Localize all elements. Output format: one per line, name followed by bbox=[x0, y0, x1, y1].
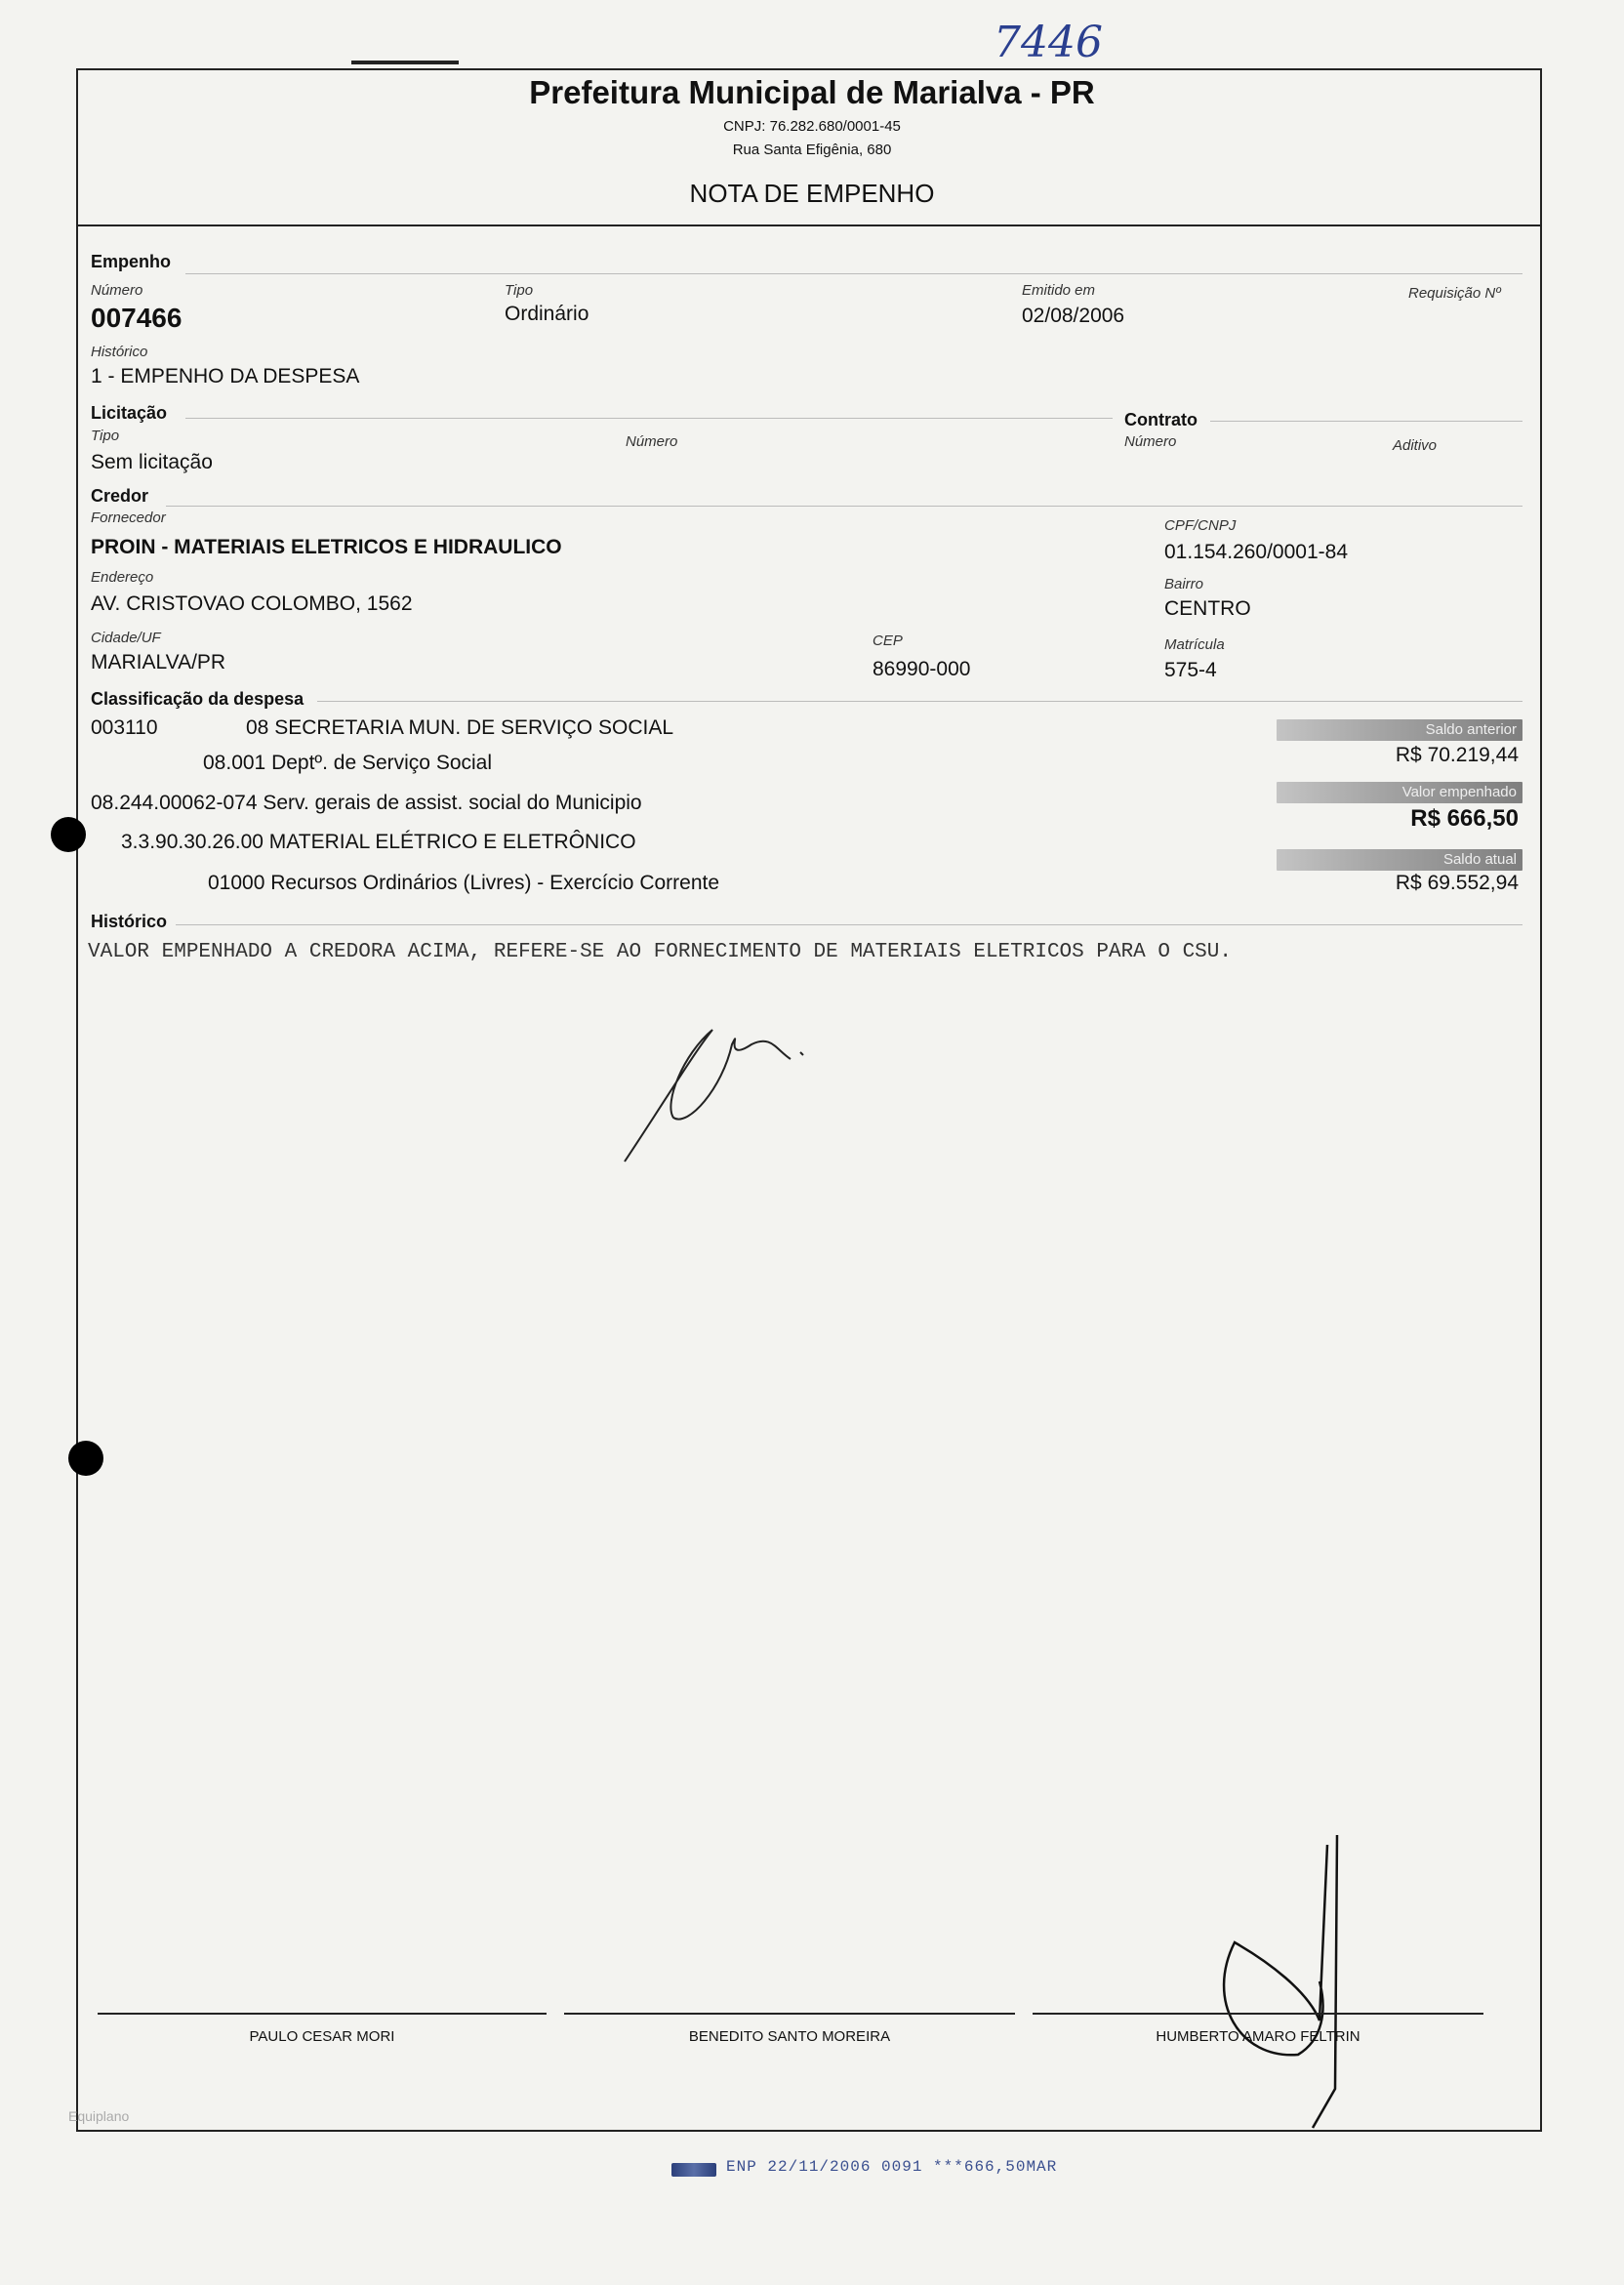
empenho-historico: 1 - EMPENHO DA DESPESA bbox=[91, 365, 360, 388]
cidade-value: MARIALVA/PR bbox=[91, 651, 226, 673]
contrato-aditivo-label: Aditivo bbox=[1393, 437, 1438, 454]
historico-text: VALOR EMPENHADO A CREDORA ACIMA, REFERE-SE AO FORNECIMENTO DE MATERIAIS ELETRICOS PARA O CSU. bbox=[88, 941, 1232, 963]
classificacao-recurso: 01000 Recursos Ordinários (Livres) - Exercício Corrente bbox=[208, 872, 720, 894]
stamp-mark bbox=[671, 2163, 716, 2177]
licitacao-tipo-label: Tipo bbox=[91, 428, 120, 444]
requisicao-label: Requisição Nº bbox=[1408, 285, 1501, 302]
classificacao-codigo: 003110 bbox=[91, 716, 158, 739]
software-footer: Equiplano bbox=[68, 2108, 130, 2124]
signatory-2: BENEDITO SANTO MOREIRA bbox=[688, 2028, 891, 2045]
credor-rule bbox=[166, 506, 1522, 507]
empenho-rule bbox=[185, 273, 1522, 274]
signature-line-2 bbox=[564, 2013, 1015, 2015]
empenho-numero-label: Número bbox=[91, 282, 143, 299]
cep-value: 86990-000 bbox=[873, 658, 971, 680]
initials-signature bbox=[605, 1015, 839, 1171]
section-historico: Histórico bbox=[91, 912, 168, 931]
frame-top-mark bbox=[351, 61, 459, 64]
empenho-historico-label: Histórico bbox=[91, 344, 148, 360]
valor-empenhado-value: R$ 666,50 bbox=[1410, 805, 1519, 832]
hole-punch-top bbox=[51, 817, 86, 852]
classificacao-elemento: 3.3.90.30.26.00 MATERIAL ELÉTRICO E ELETRÔNICO bbox=[121, 831, 636, 853]
section-licitacao: Licitação bbox=[91, 403, 168, 423]
empenho-tipo-label: Tipo bbox=[505, 282, 534, 299]
signatory-1: PAULO CESAR MORI bbox=[249, 2028, 395, 2045]
classificacao-programa: 08.244.00062-074 Serv. gerais de assist. social do Municipio bbox=[91, 792, 642, 814]
saldo-atual-label: Saldo atual bbox=[1277, 849, 1522, 871]
cep-label: CEP bbox=[873, 632, 903, 649]
header-divider bbox=[76, 224, 1540, 226]
matricula-label: Matrícula bbox=[1164, 636, 1225, 653]
fornecedor-name: PROIN - MATERIAIS ELETRICOS E HIDRAULICO bbox=[91, 536, 562, 558]
licitacao-tipo: Sem licitação bbox=[91, 451, 213, 473]
cidade-label: Cidade/UF bbox=[91, 630, 161, 646]
endereco-label: Endereço bbox=[91, 569, 154, 586]
classificacao-secretaria: 08 SECRETARIA MUN. DE SERVIÇO SOCIAL bbox=[246, 716, 674, 739]
empenho-numero: 007466 bbox=[91, 303, 183, 333]
licitacao-rule bbox=[185, 418, 1113, 419]
signature-line-1 bbox=[98, 2013, 547, 2015]
saldo-anterior-value: R$ 70.219,44 bbox=[1395, 744, 1519, 766]
page-title: Prefeitura Municipal de Marialva - PR bbox=[529, 74, 1095, 110]
contrato-rule bbox=[1210, 421, 1522, 422]
classificacao-rule bbox=[317, 701, 1522, 702]
section-classificacao: Classificação da despesa bbox=[91, 689, 304, 709]
empenho-tipo: Ordinário bbox=[505, 303, 589, 325]
section-contrato: Contrato bbox=[1124, 410, 1198, 429]
hole-punch-bottom bbox=[68, 1441, 103, 1476]
handwritten-page-number: 7446 bbox=[994, 18, 1103, 67]
header-address: Rua Santa Efigênia, 680 bbox=[732, 142, 892, 158]
licitacao-numero-label: Número bbox=[626, 433, 678, 450]
matricula-value: 575-4 bbox=[1164, 659, 1217, 681]
valor-empenhado-label: Valor empenhado bbox=[1277, 782, 1522, 803]
payment-stamp: ENP 22/11/2006 0091 ***666,50MAR bbox=[726, 2158, 1058, 2176]
cpf-cnpj-label: CPF/CNPJ bbox=[1164, 517, 1237, 534]
section-credor: Credor bbox=[91, 486, 149, 506]
cpf-cnpj-value: 01.154.260/0001-84 bbox=[1164, 541, 1349, 563]
emitido-date: 02/08/2006 bbox=[1022, 305, 1125, 327]
saldo-atual-value: R$ 69.552,94 bbox=[1395, 872, 1519, 894]
contrato-numero-label: Número bbox=[1124, 433, 1177, 450]
emitido-label: Emitido em bbox=[1022, 282, 1096, 299]
fornecedor-label: Fornecedor bbox=[91, 510, 166, 526]
classificacao-departamento: 08.001 Deptº. de Serviço Social bbox=[203, 752, 493, 774]
section-empenho: Empenho bbox=[91, 252, 172, 271]
saldo-anterior-label: Saldo anterior bbox=[1277, 719, 1522, 741]
signature-humberto bbox=[1210, 1835, 1405, 2138]
document-title: NOTA DE EMPENHO bbox=[689, 179, 935, 208]
signature-line-3 bbox=[1033, 2013, 1483, 2015]
bairro-value: CENTRO bbox=[1164, 597, 1251, 620]
signatory-3: HUMBERTO AMARO FELTRIN bbox=[1156, 2028, 1360, 2045]
historico-rule bbox=[176, 924, 1522, 925]
bairro-label: Bairro bbox=[1164, 576, 1204, 592]
header-cnpj: CNPJ: 76.282.680/0001-45 bbox=[723, 118, 901, 135]
endereco-value: AV. CRISTOVAO COLOMBO, 1562 bbox=[91, 592, 413, 615]
